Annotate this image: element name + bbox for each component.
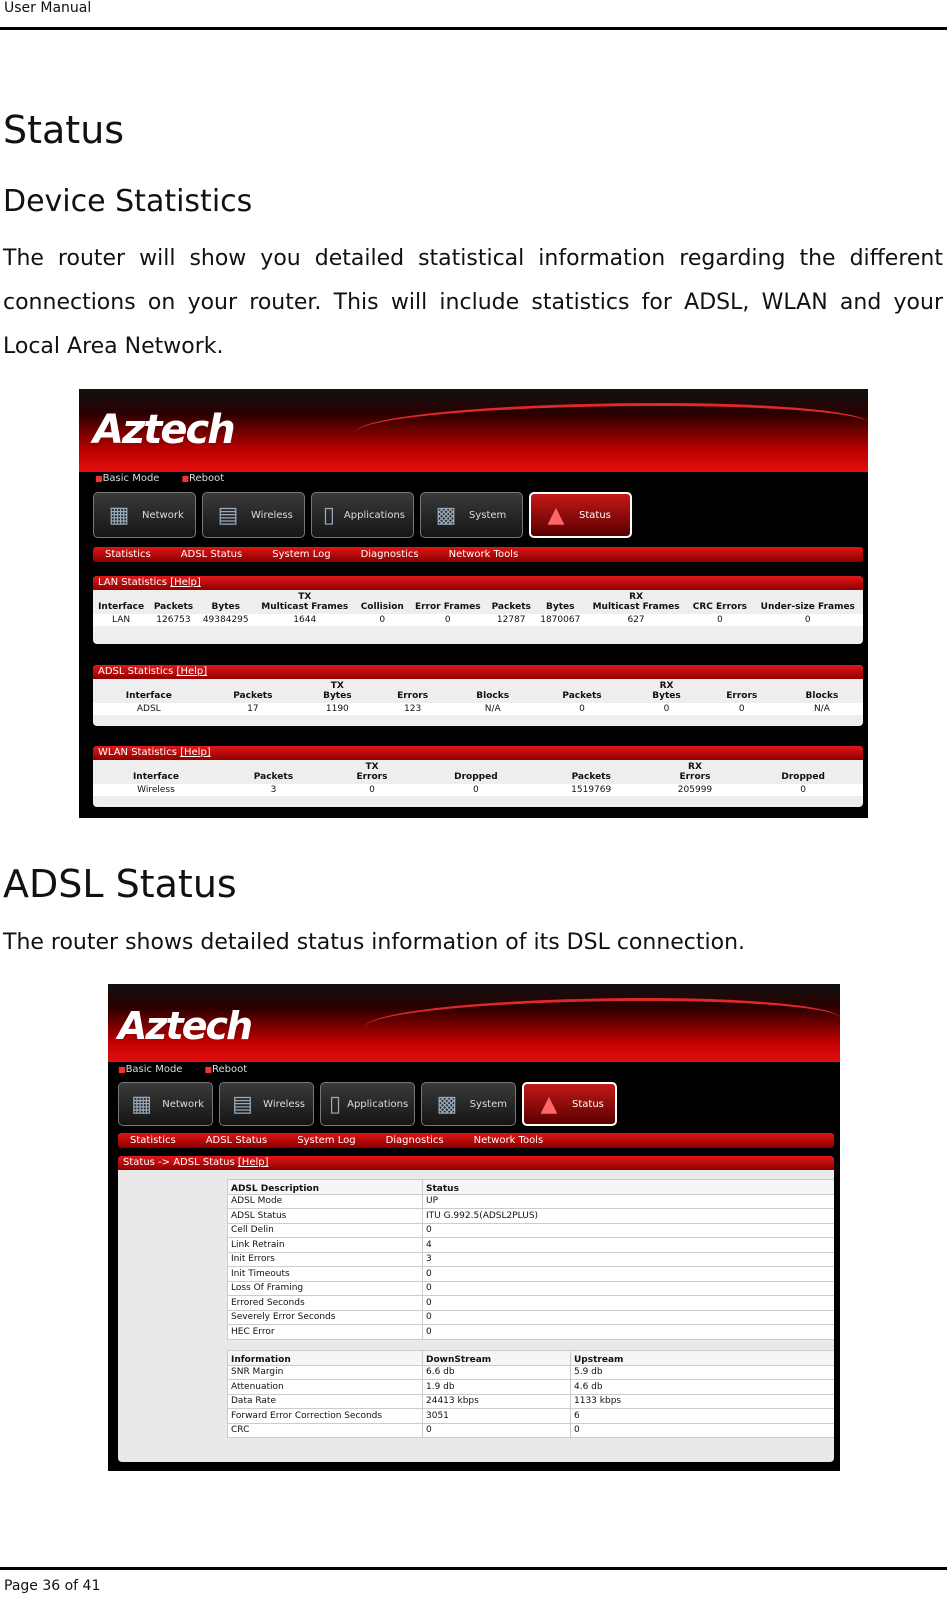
- status-subnav: [118, 1133, 834, 1148]
- status-chart-icon: ▲: [547, 502, 565, 528]
- nav-applications-button[interactable]: ▯ Applications: [311, 492, 414, 538]
- wlan-statistics-title: WLAN Statistics: [98, 747, 177, 758]
- table-row: HEC Error 0: [228, 1325, 835, 1340]
- system-icon: ▩: [436, 1091, 458, 1117]
- top-links: [95, 473, 224, 484]
- status-subnav: [93, 547, 863, 562]
- adsl-statistics-table: Interface Packets TX Bytes Errors Blocks Packets RX Bytes Errors Blocks ADSL 17 1190 123 N/A 0 0 0 N/A: [93, 679, 863, 715]
- adsl-statistics-panel: [93, 665, 863, 726]
- nav-network-button[interactable]: ▦ Network: [118, 1082, 213, 1126]
- table-row: SNR Margin 6.6 db 5.9 db: [228, 1365, 835, 1380]
- subnav-statistics[interactable]: Statistics: [105, 549, 151, 560]
- wlan-statistics-panel: [93, 746, 863, 807]
- table-row: Loss Of Framing 0: [228, 1281, 835, 1296]
- table-row: Forward Error Correction Seconds 3051 6: [228, 1409, 835, 1424]
- adsl-status-help-link[interactable]: [Help]: [237, 1157, 269, 1168]
- subnav-network-tools[interactable]: Network Tools: [448, 549, 519, 560]
- network-icon: ▦: [108, 502, 130, 528]
- page-header: User Manual: [4, 0, 92, 16]
- system-icon: ▩: [435, 502, 457, 528]
- router-icon: ▤: [232, 1091, 253, 1117]
- subnav-adsl-status[interactable]: ADSL Status: [180, 549, 243, 560]
- subnav-diagnostics[interactable]: Diagnostics: [360, 549, 419, 560]
- reboot-link[interactable]: ■ Reboot: [181, 473, 224, 484]
- aztech-logo: Aztech: [93, 407, 234, 453]
- adsl-paragraph: The router shows detailed status information of its DSL connection.: [3, 930, 746, 955]
- subnav-statistics[interactable]: Statistics: [130, 1135, 176, 1146]
- table-row: Data Rate 24413 kbps 1133 kbps: [228, 1394, 835, 1409]
- lan-help-link[interactable]: [Help]: [170, 577, 201, 588]
- table-row: Severely Error Seconds 0: [228, 1310, 835, 1325]
- subnav-network-tools[interactable]: Network Tools: [473, 1135, 544, 1146]
- table-row: Init Errors 3: [228, 1252, 835, 1267]
- applications-icon: ▯: [329, 1091, 342, 1117]
- table-row: LAN 126753 49384295 1644 0 0 12787 1870067 627 0 0: [93, 614, 863, 626]
- nav-system-button[interactable]: ▩ System: [421, 1082, 516, 1126]
- network-icon: ▦: [131, 1091, 153, 1117]
- page-footer: Page 36 of 41: [4, 1578, 101, 1594]
- adsl-help-link[interactable]: [Help]: [176, 666, 208, 677]
- lan-statistics-table: Interface Packets Bytes TX Multicast Frames Collision Error Frames Packets Bytes RX Multicast Frames CRC Errors Under-size Frames LAN 126753 49384295 1644 0 0 12787 1870067 627 0 0: [93, 590, 863, 626]
- subnav-system-log[interactable]: System Log: [297, 1135, 356, 1146]
- subnav-diagnostics[interactable]: Diagnostics: [385, 1135, 444, 1146]
- subnav-system-log[interactable]: System Log: [272, 549, 331, 560]
- intro-paragraph: The router will show you detailed statistical information regarding the different connections on your router. This will include statistics for ADSL, WLAN and your Local Area Network.: [3, 246, 943, 359]
- adsl-information-table: Information DownStream Upstream SNR Margin 6.6 db 5.9 db Attenuation 1.9 db 4.6 db Data Rate 24413 kbps 1133 kbps Forward Error Correction Seconds 3051 6 CRC 0 0: [227, 1350, 834, 1438]
- main-nav: [118, 1082, 617, 1126]
- nav-system-button[interactable]: ▩ System: [420, 492, 523, 538]
- table-row: Cell Delin 0: [228, 1223, 835, 1238]
- footer-rule: [0, 1567, 947, 1570]
- nav-wireless-button[interactable]: ▤ Wireless: [202, 492, 305, 538]
- section-title: Status: [3, 108, 125, 152]
- wlan-statistics-table: Interface Packets TX Errors Dropped Packets RX Errors Dropped Wireless 3 0 0 1519769 205999 0: [93, 760, 863, 796]
- adsl-status-title: ADSL Status: [3, 862, 237, 906]
- table-row: Wireless 3 0 0 1519769 205999 0: [93, 784, 863, 796]
- basic-mode-link[interactable]: ■ Basic Mode: [118, 1064, 182, 1075]
- top-links: [118, 1064, 247, 1075]
- nav-status-button[interactable]: ▲ Status: [529, 492, 632, 538]
- header-rule: [0, 27, 947, 30]
- table-row: ADSL Status ITU G.992.5(ADSL2PLUS): [228, 1209, 835, 1224]
- table-row: Init Timeouts 0: [228, 1267, 835, 1282]
- table-row: Attenuation 1.9 db 4.6 db: [228, 1380, 835, 1395]
- adsl-status-screenshot: [108, 984, 840, 1471]
- subnav-adsl-status[interactable]: ADSL Status: [205, 1135, 268, 1146]
- applications-icon: ▯: [322, 502, 335, 528]
- main-nav: [93, 492, 632, 538]
- adsl-status-panel-title: Status -> ADSL Status: [123, 1157, 235, 1168]
- adsl-status-panel: [118, 1156, 834, 1462]
- subsection-title: Device Statistics: [3, 184, 253, 219]
- table-row: Errored Seconds 0: [228, 1296, 835, 1311]
- basic-mode-link[interactable]: ■ Basic Mode: [95, 473, 159, 484]
- nav-wireless-button[interactable]: ▤ Wireless: [219, 1082, 314, 1126]
- status-chart-icon: ▲: [540, 1091, 558, 1117]
- aztech-logo: Aztech: [118, 1004, 252, 1048]
- lan-statistics-title: LAN Statistics: [98, 577, 168, 588]
- table-row: ADSL Mode UP: [228, 1194, 835, 1209]
- adsl-description-table: ADSL Description Status ADSL Mode UP ADSL Status ITU G.992.5(ADSL2PLUS) Cell Delin 0 Link Retrain 4 Init Errors 3 Init Timeouts 0 Loss Of Framing 0 Errored Seconds 0 Severely Error Seconds 0 HEC Error 0: [227, 1179, 834, 1340]
- nav-applications-button[interactable]: ▯ Applications: [320, 1082, 415, 1126]
- table-row: Link Retrain 4: [228, 1238, 835, 1253]
- wlan-help-link[interactable]: [Help]: [180, 747, 211, 758]
- nav-network-button[interactable]: ▦ Network: [93, 492, 196, 538]
- router-icon: ▤: [217, 502, 239, 528]
- nav-status-button[interactable]: ▲ Status: [522, 1082, 617, 1126]
- table-row: ADSL 17 1190 123 N/A 0 0 0 N/A: [93, 703, 863, 715]
- device-statistics-screenshot: [79, 389, 868, 818]
- reboot-link[interactable]: ■ Reboot: [204, 1064, 247, 1075]
- adsl-statistics-title: ADSL Statistics: [98, 666, 174, 677]
- lan-statistics-panel: [93, 576, 863, 644]
- table-row: CRC 0 0: [228, 1423, 835, 1438]
